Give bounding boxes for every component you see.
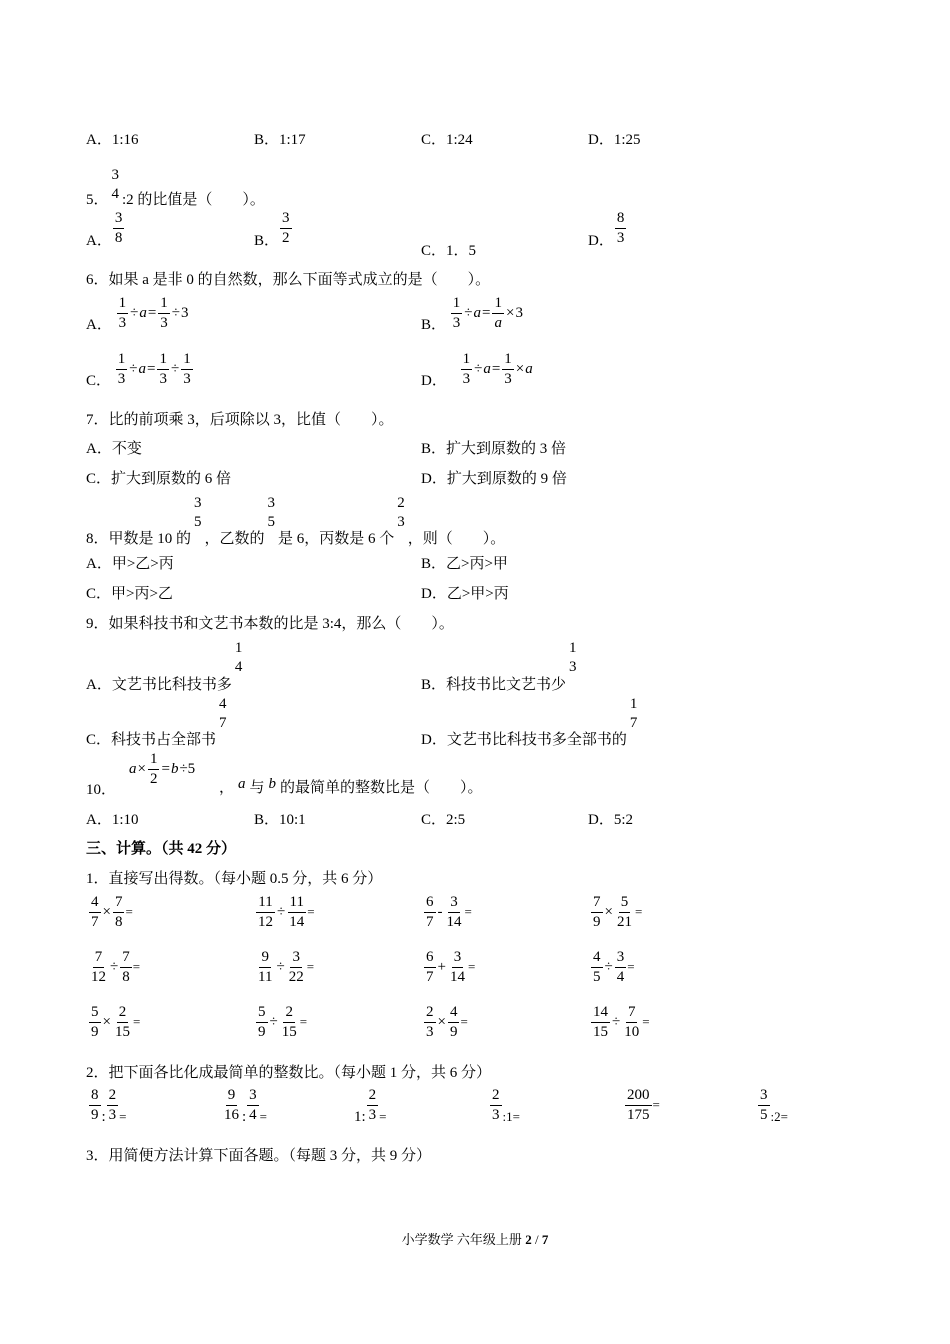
q6-question: 6．如果 a 是非 0 的自然数，那么下面等式成立的是（ ）。 [86, 272, 491, 288]
calc2-title: 2．把下面各比化成最简单的整数比。（每小题 1 分，共 6 分） [86, 1065, 492, 1081]
q4-option-c: C．1:24 [421, 132, 473, 148]
q9-option-a: A．文艺书比科技书多 1 4 [86, 640, 243, 694]
q9-question: 9．如果科技书和文艺书本数的比是 3:4，那么（ ）。 [86, 616, 454, 632]
calc1-item: $\frac{7}{9}$ × $\frac{5}{21}$ = [593, 894, 643, 930]
calc1-item: $\frac{4}{7}$ × $\frac{7}{8}$ = [91, 894, 133, 930]
q6-option-c: C． $\frac{1}{3}$ ÷a= $\frac{1}{3}$ ÷ $\frac{1}{3}$ [86, 351, 191, 389]
q5-option-a: A． $\frac{3}{8}$ [86, 210, 123, 249]
page-footer: 小学数学 六年级上册 2 / 7 [401, 1232, 549, 1247]
q4-option-b: B．1:17 [254, 132, 306, 148]
calc3-title: 3．用简便方法计算下面各题。（每题 3 分，共 9 分） [86, 1148, 432, 1164]
q4-option-a: A．1:16 [86, 132, 139, 148]
calc1-item: $\frac{5}{9}$ × $\frac{2}{15}$ = [91, 1004, 141, 1040]
calc1-item: $\frac{6}{7}$ + $\frac{3}{14}$ = [426, 949, 476, 985]
section-title: 三、计算。（共 42 分） [86, 841, 237, 857]
q10-number: 10． [86, 782, 117, 798]
q7-question: 7．比的前项乘 3，后项除以 3，比值（ ）。 [86, 412, 394, 428]
calc2-item-5: $\frac{200}{175}$ = [627, 1087, 660, 1123]
q10-option-b: B．10:1 [254, 812, 306, 828]
calc1-item: $\frac{14}{15}$ ÷ $\frac{7}{10}$ = [593, 1004, 650, 1040]
q5-option-c: C．1．5 [421, 243, 477, 259]
q6-option-a: A． $\frac{1}{3}$ ÷a= $\frac{1}{3}$ ÷3 [86, 295, 189, 333]
q9-option-b: B．科技书比文艺书少 1 3 [421, 640, 577, 694]
q8-option-c: C．甲>丙>乙 [86, 586, 173, 602]
calc2-item-1: $\frac{8}{9}$ : $\frac{2}{3}$ = [91, 1087, 127, 1125]
q5-option-b: B． $\frac{3}{2}$ [254, 210, 290, 249]
q6-option-b: B． $\frac{1}{3}$ ÷a= $\frac{1}{a}$ ×3 [421, 295, 523, 333]
calc1-item: $\frac{5}{9}$ ÷ $\frac{2}{15}$ = [258, 1004, 308, 1040]
calc1-item: $\frac{7}{12}$ ÷ $\frac{7}{8}$ = [91, 949, 141, 985]
calc1-item: $\frac{11}{12}$ ÷ $\frac{11}{14}$ = [258, 894, 315, 930]
q7-option-d: D．扩大到原数的 9 倍 [421, 471, 567, 487]
calc2-item-2: $\frac{9}{16}$ : $\frac{3}{4}$ = [224, 1087, 268, 1125]
page-number: 2 [525, 1232, 532, 1247]
calc1-item: $\frac{9}{11}$ ÷ $\frac{3}{22}$ = [258, 949, 315, 985]
q9-option-d: D．文艺书比科技书多全部书的 1 7 [421, 696, 638, 749]
q5-question: 5． 3 4 :2 的比值是（ ）。 [86, 167, 265, 209]
calc2-item-6: $\frac{3}{5}$ :2= [760, 1087, 788, 1124]
q7-option-a: A．不变 [86, 441, 142, 457]
q8-option-d: D．乙>甲>丙 [421, 586, 509, 602]
calc1-item: $\frac{6}{7}$ - $\frac{3}{14}$ = [426, 894, 472, 930]
calc1-item: $\frac{4}{5}$ ÷ $\frac{3}{4}$ = [593, 949, 635, 985]
q6-option-d: D． $\frac{1}{3}$ ÷a= $\frac{1}{3}$ ×a [421, 351, 533, 389]
q7-option-c: C．扩大到原数的 6 倍 [86, 471, 232, 487]
q8-option-b: B．乙>丙>甲 [421, 556, 508, 572]
q5-option-d: D． $\frac{8}{3}$ [588, 210, 625, 249]
calc1-item: $\frac{2}{3}$ × $\frac{4}{9}$ = [426, 1004, 468, 1040]
q10-option-c: C．2:5 [421, 812, 466, 828]
q10-option-d: D．5:2 [588, 812, 634, 828]
q10-option-a: A．1:10 [86, 812, 139, 828]
q8-option-a: A．甲>乙>丙 [86, 556, 174, 572]
q7-option-b: B．扩大到原数的 3 倍 [421, 441, 567, 457]
calc2-item-3: 1: $\frac{2}{3}$ = [354, 1087, 387, 1125]
q8-question: 8．甲数是 10 的 3 5 ，乙数的 3 5 是 6，丙数是 6 个 2 3 ，则（ ）。 [86, 495, 506, 548]
q4-option-d: D．1:25 [588, 132, 641, 148]
calc2-item-4: $\frac{2}{3}$ :1= [492, 1087, 520, 1124]
q10-equation: a× $\frac{1}{2}$ =b÷5 [129, 751, 196, 787]
q10-stem: ， a 与 b 的最简单的整数比是（ ）。 [219, 776, 483, 796]
q9-option-c: C．科技书占全部书 4 7 [86, 696, 227, 749]
page-total: 7 [541, 1232, 549, 1247]
calc1-title: 1．直接写出得数。（每小题 0.5 分，共 6 分） [86, 871, 383, 887]
